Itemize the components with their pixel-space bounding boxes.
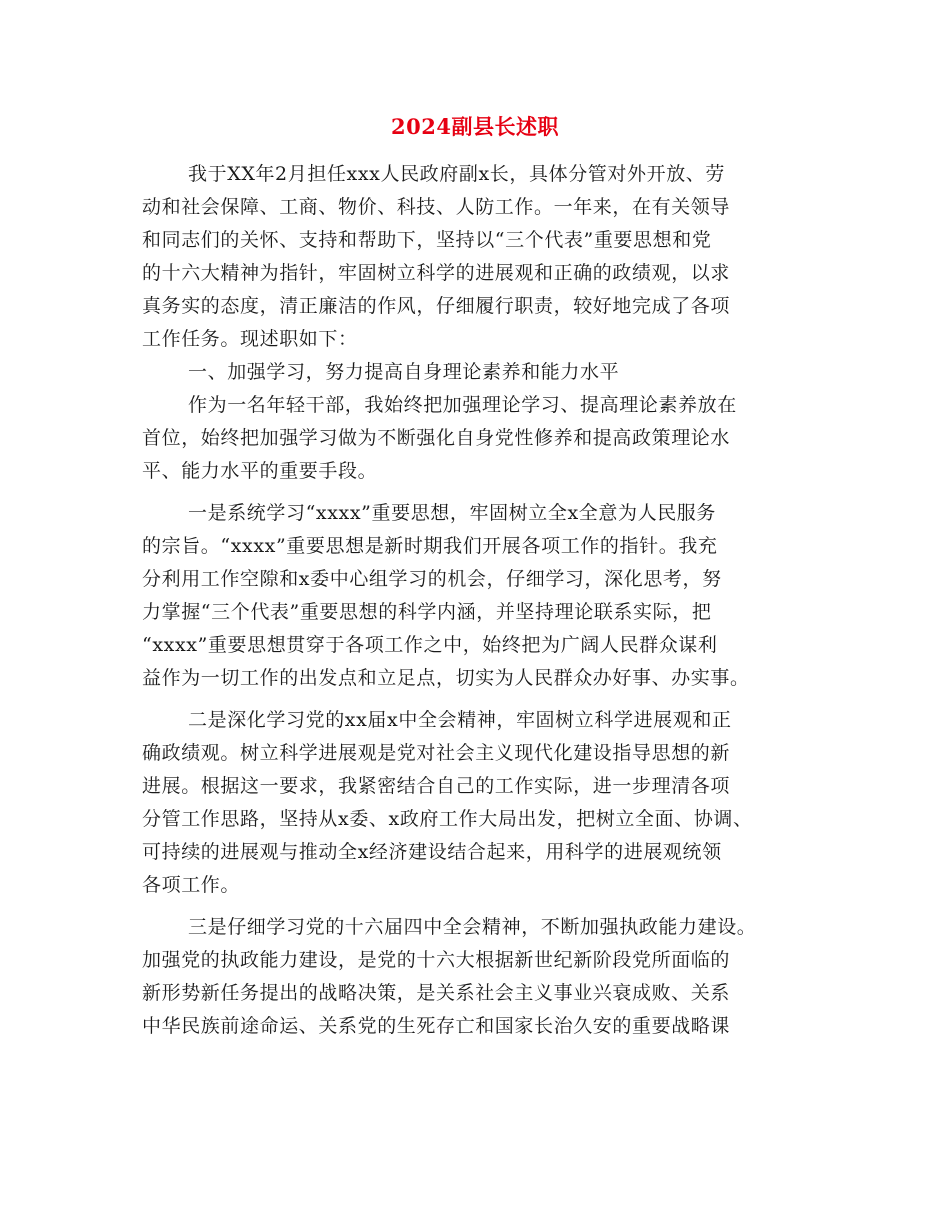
paragraph-line: 首位，始终把加强学习做为不断强化自身党性修养和提高政策理论水 [142,427,731,449]
paragraph-line: 和同志们的关怀、支持和帮助下，坚持以“三个代表”重要思想和党 [142,229,712,251]
document-body [142,158,822,1043]
paragraph-line: 我于XX年2月担任xxx人民政府副x长，具体分管对外开放、劳 [188,163,726,185]
paragraph-line: 力掌握“三个代表”重要思想的科学内涵，并坚持理论联系实际，把 [142,601,712,623]
paragraph-line: 各项工作。 [142,874,241,896]
paragraph-line: 二是深化学习党的xx届x中全会精神，牢固树立科学进展观和正 [188,709,732,731]
paragraph-line: 可持续的进展观与推动全x经济建设结合起来，用科学的进展观统领 [142,841,722,863]
paragraph-line: 工作任务。现述职如下： [142,328,358,350]
paragraph-line: 加强党的执政能力建设，是党的十六大根据新世纪新阶段党所面临的 [142,949,731,971]
paragraph-line: 的十六大精神为指针，牢固树立科学的进展观和正确的政绩观，以求 [142,262,731,284]
paragraph-line: 动和社会保障、工商、物价、科技、人防工作。一年来，在有关领导 [142,196,731,218]
paragraph-line: 益作为一切工作的出发点和立足点，切实为人民群众办好事、办实事。 [142,667,750,689]
paragraph-line: “xxxx”重要思想贯穿于各项工作之中，始终把为广阔人民群众谋利 [142,634,718,656]
paragraph-line: 分利用工作空隙和x委中心组学习的机会，仔细学习，深化思考，努 [142,568,722,590]
paragraph-line: 一是系统学习“xxxx”重要思想，牢固树立全x全意为人民服务 [188,502,717,524]
paragraph-line: 分管工作思路，坚持从x委、x政府工作大局出发，把树立全面、协调、 [142,808,753,830]
paragraph-line: 作为一名年轻干部，我始终把加强理论学习、提高理论素养放在 [188,394,737,416]
paragraph-line: 平、能力水平的重要手段。 [142,460,378,482]
paragraph-line: 真务实的态度，清正廉洁的作风，仔细履行职责，较好地完成了各项 [142,295,731,317]
section-heading: 一、加强学习，努力提高自身理论素养和能力水平 [188,361,620,383]
paragraph-line: 的宗旨。“xxxx”重要思想是新时期我们开展各项工作的指针。我充 [142,535,718,557]
paragraph-line: 中华民族前途命运、关系党的生死存亡和国家长治久安的重要战略课 [142,1015,731,1037]
paragraph-line: 新形势新任务提出的战略决策，是关系社会主义事业兴衰成败、关系 [142,982,731,1004]
paragraph-line: 三是仔细学习党的十六届四中全会精神，不断加强执政能力建设。 [188,916,757,938]
paragraph-line: 进展。根据这一要求，我紧密结合自己的工作实际，进一步理清各项 [142,775,731,797]
document-title: 2024副县长述职 [391,114,559,139]
paragraph-line: 确政绩观。树立科学进展观是党对社会主义现代化建设指导思想的新 [142,742,731,764]
